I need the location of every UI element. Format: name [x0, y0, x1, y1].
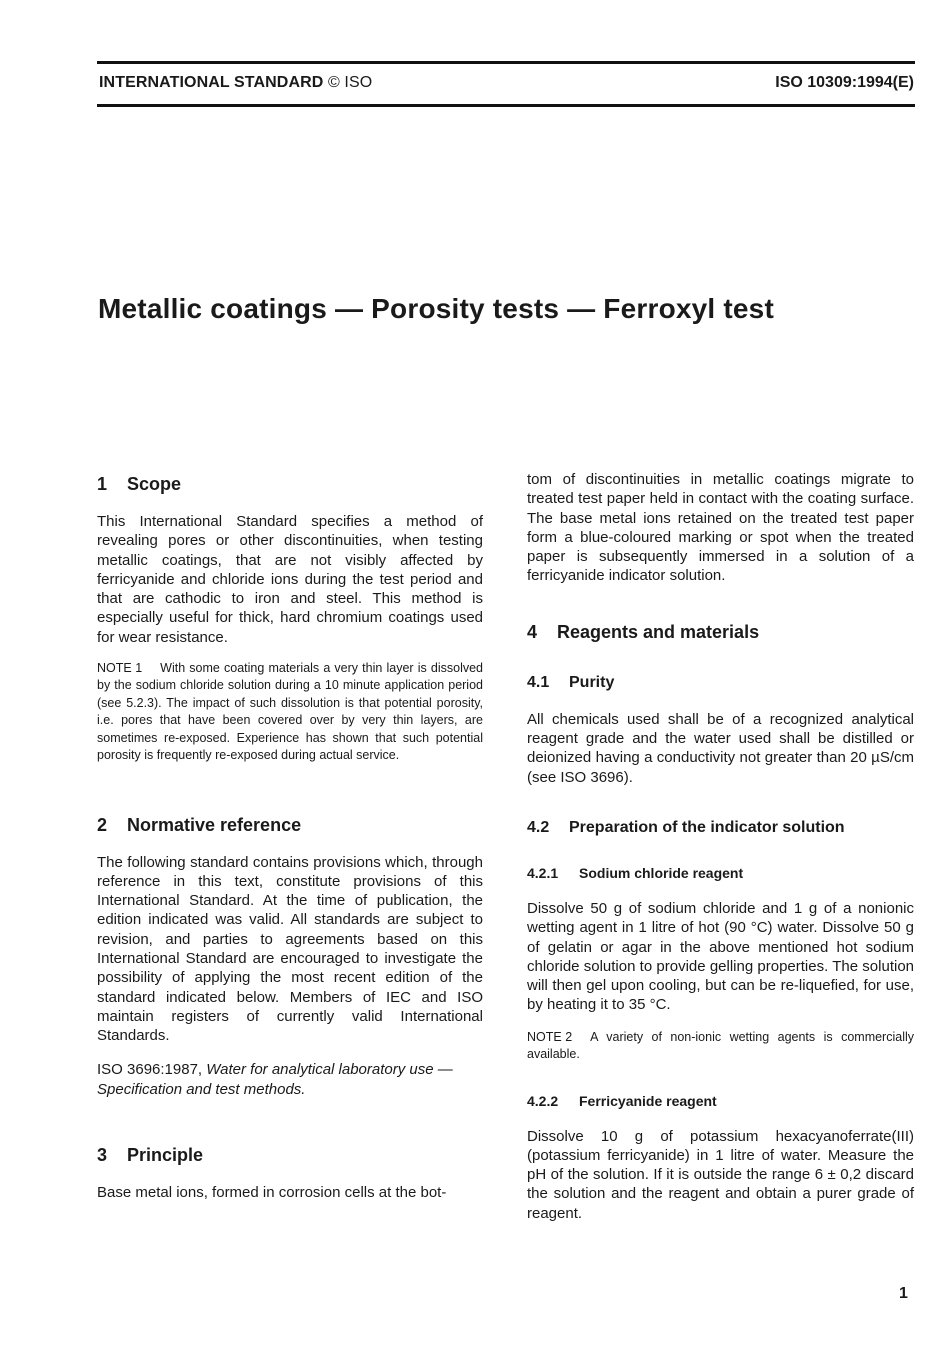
ferricyanide-paragraph: Dissolve 10 g of potassium hexacyanoferrate(III) (potassium ferricyanide) in 1 litre of water. Measure the pH of the solution. If it is outside the range 6 ± 0,2 discard the solution and the reagent and obtain a purer grade of reagent. [527, 1127, 914, 1222]
subsubsection-heading-ferricyanide [527, 1093, 914, 1109]
section-heading-scope [97, 474, 483, 495]
subsubsection-number: 4.2.2 [527, 1092, 559, 1109]
note-2 [527, 1029, 914, 1064]
principle-paragraph: Base metal ions, formed in corrosion cells at the bot- [97, 1184, 447, 1202]
sodium-chloride-paragraph: Dissolve 50 g of sodium chloride and 1 g of a nonionic wetting agent in 1 litre of hot (90 °C) water. Dissolve 50 g of gelatin or agar in the above mentioned hot sodium chloride solution to provide gelling properties. The solution will then gel upon cooling, but can be re-liquefied, for use, by heating it to 35 °C. [527, 899, 914, 1014]
reference-number: ISO 3696:1987, [97, 1061, 203, 1079]
note-text: With some coating materials a very thin layer is dissolved by the sodium chloride solution during a 10 minute application period (see 5.2.3). The impact of such dissolution is that potential porosity, i.e. pores that have been covered over by very thin layers, are sometimes re-exposed. Experience has shown that such potential porosity is frequently re-exposed during actual service. [97, 661, 483, 763]
page-number: 1 [899, 1285, 908, 1302]
reference-entry [97, 1060, 483, 1099]
section-number: 1 [97, 474, 108, 494]
subsection-number: 4.1 [527, 673, 550, 691]
purity-paragraph: All chemicals used shall be of a recognized analytical reagent grade and the water used shall be distilled or deionized having a conductivity not greater than 20 µS/cm (see ISO 3696). [527, 710, 914, 786]
note-label: NOTE 1 [97, 661, 143, 676]
subsection-title: Preparation of the indicator solution [569, 818, 845, 836]
normative-reference-paragraph: The following standard contains provisions which, through reference in this text, constitute provisions of this International Standard. At the time of publication, the edition indicated was valid. All standards are subject to revision, and parties to agreements based on this International Standard are encouraged to investigate the possibility of applying the most recent edition of the standard indicated below. Members of IEC and ISO maintain registers of currently valid International Standards. [97, 853, 483, 1045]
document-title: Metallic coatings — Porosity tests — Ferroxyl test [98, 293, 774, 324]
header-top-rule [97, 61, 915, 64]
principle-continuation: tom of discontinuities in metallic coatings migrate to treated test paper held in contact with the coating surface. The base metal ions retained on the treated test paper form a blue-coloured marking or spot when the treated paper is subsequently immersed in a solution of a ferricyanide indicator solution. [527, 471, 914, 585]
left-column [97, 470, 483, 1202]
section-title: Reagents and materials [557, 621, 760, 642]
section-number: 2 [97, 814, 108, 835]
right-column [527, 470, 914, 1223]
section-heading-principle [97, 1145, 483, 1166]
header-copyright: © ISO [327, 74, 373, 91]
subsubsection-number: 4.2.1 [527, 864, 559, 881]
subsubsection-title: Sodium chloride reagent [579, 864, 744, 881]
subsection-heading-purity [527, 674, 914, 692]
reference-title: Water for analytical laboratory use — Specification and test methods. [97, 1061, 453, 1098]
header-doc-id: ISO 10309:1994(E) [775, 74, 914, 91]
section-title: Normative reference [127, 814, 302, 835]
subsubsection-title: Ferricyanide reagent [579, 1092, 717, 1109]
section-number: 3 [97, 1145, 108, 1166]
header-left-label: INTERNATIONAL STANDARD [99, 74, 324, 91]
note-label: NOTE 2 [527, 1029, 573, 1044]
section-title: Scope [127, 474, 182, 494]
header-bottom-rule [97, 104, 915, 107]
section-title: Principle [127, 1145, 204, 1166]
scope-paragraph: This International Standard specifies a method of revealing pores or other discontinuities, when testing metallic coatings, that are not visibly affected by ferricyanide and chloride ions during the test period and that are cathodic to iron and steel. This method is especially useful for thick, hard chromium coatings used for wear resistance. [97, 513, 483, 646]
section-heading-reagents [527, 622, 914, 643]
section-heading-normative-reference [97, 815, 483, 836]
subsubsection-heading-sodium-chloride [527, 865, 914, 881]
section-number: 4 [527, 621, 538, 642]
header-standard-label [99, 74, 372, 92]
subsection-heading-preparation [527, 819, 914, 837]
subsection-title: Purity [569, 673, 615, 691]
note-text: A variety of non-ionic wetting agents is commercially available. [527, 1029, 914, 1062]
note-1 [97, 660, 483, 764]
subsection-number: 4.2 [527, 818, 550, 836]
